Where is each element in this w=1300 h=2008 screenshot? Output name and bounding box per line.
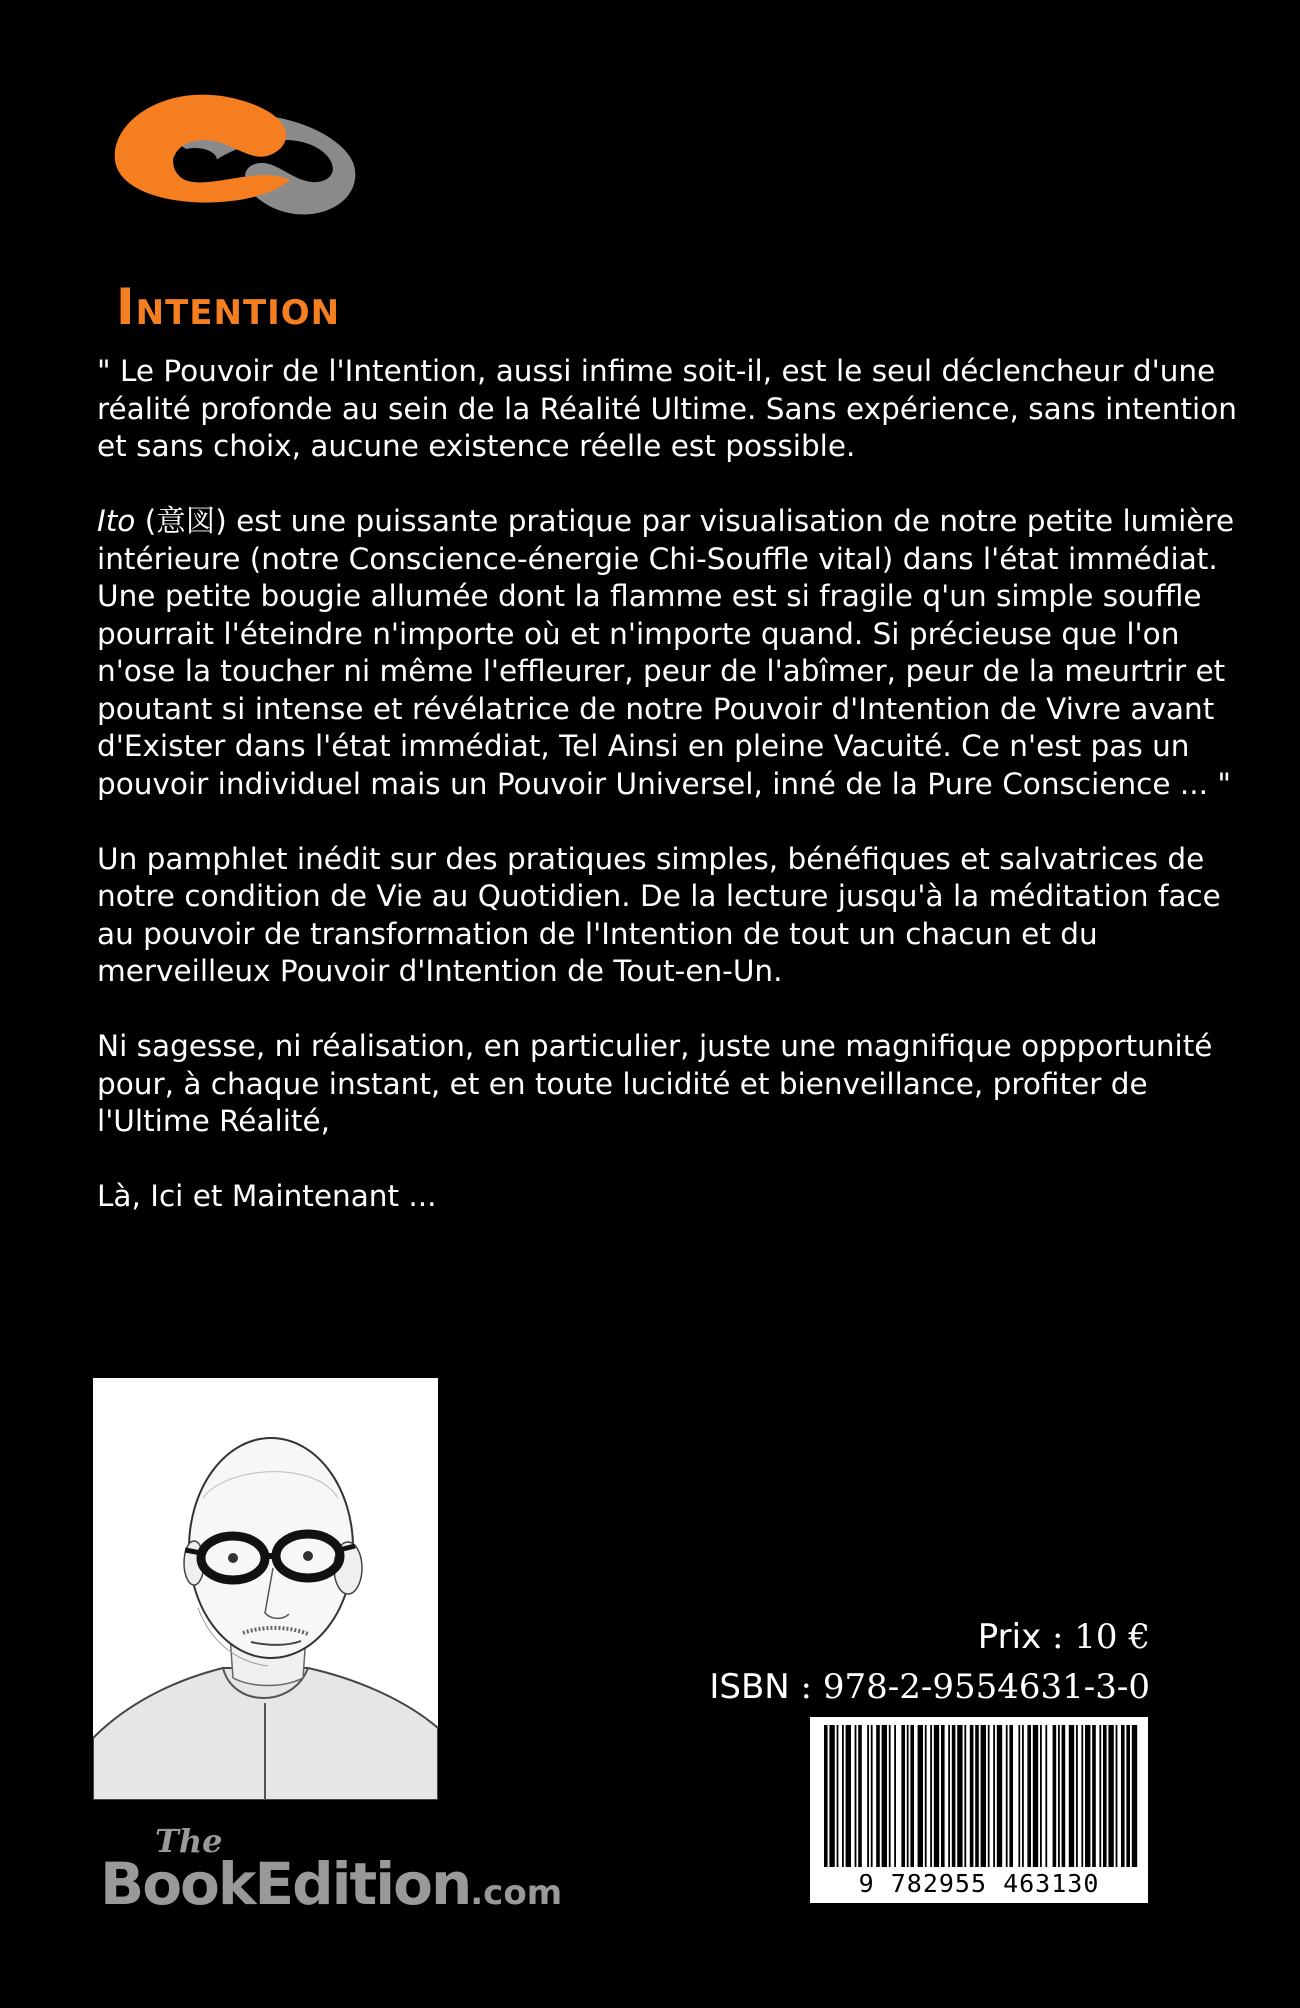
barcode-bar xyxy=(975,1725,979,1867)
publisher-tld: .com xyxy=(470,1873,563,1913)
publisher-the: The xyxy=(155,1822,223,1860)
barcode-bar xyxy=(1099,1725,1101,1867)
barcode-bar xyxy=(846,1725,851,1867)
barcode-bar xyxy=(1018,1725,1020,1867)
barcode-bar xyxy=(970,1725,974,1867)
back-cover-text xyxy=(97,353,1257,1253)
barcode-bar xyxy=(858,1725,862,1867)
barcode-bar xyxy=(988,1725,990,1867)
barcode-bar xyxy=(1040,1725,1042,1867)
barcode-bar xyxy=(1085,1725,1090,1867)
paragraph-pamphlet: Un pamphlet inédit sur des pratiques simples, bénéfiques et salvatrices de notre condition de Vie au Quotidien. De la lecture jusqu'à la méditation face au pouvoir de transformation de l'Intention de tout un chacun et du merveilleux Pouvoir d'Intention de Tout-en-Un. xyxy=(97,841,1221,988)
ito-term: Ito xyxy=(97,504,136,538)
barcode-bar xyxy=(910,1725,914,1867)
barcode-bar xyxy=(824,1725,828,1867)
title-rest: NTENTION xyxy=(135,293,341,333)
infinity-loop-logo xyxy=(110,85,360,235)
portrait-drawing xyxy=(93,1378,438,1800)
barcode-bar xyxy=(1033,1725,1038,1867)
barcode-bar xyxy=(1027,1725,1031,1867)
publisher-logo xyxy=(100,1822,570,1922)
paragraph-ito xyxy=(97,503,1257,803)
price-isbn-block xyxy=(709,1612,1150,1712)
ito-description: (意図) est une puissante pratique par visualisation de notre petite lumière intérieure (notre Conscience-énergie Chi-Souffle vital) dans l'état immédiat. Une petite bougie allumée dont la flamme est si fragile q'un simple souffle pourrait l'éteindre n'importe où et n'importe quand. Si précieuse que l'on n'ose la toucher ni même l'effleurer, peur de l'abîmer, peur de la meurtrir et poutant si intense et révélatrice de notre Pouvoir d'Intention de Vivre avant d'Exister dans l'état immédiat, Tel Ainsi en pleine Vacuité. Ce n'est pas un pouvoir individuel mais un Pouvoir Universel, inné de la Pure Conscience ... " xyxy=(97,504,1235,801)
barcode-bar xyxy=(842,1725,844,1867)
publisher-name-main: BookEditi xyxy=(100,1850,394,1918)
barcode-bar xyxy=(957,1725,962,1867)
barcode-bar xyxy=(1053,1725,1057,1867)
barcode-bar xyxy=(1006,1725,1008,1867)
barcode-bar xyxy=(894,1725,896,1867)
barcode-bar xyxy=(941,1725,945,1867)
isbn-label: ISBN xyxy=(709,1667,790,1707)
paragraph-quote: " Le Pouvoir de l'Intention, aussi infime soit-il, est le seul déclencheur d'une réalité profonde au sein de la Réalité Ultime. Sans expérience, sans intention et sans choix, aucune existence réelle est possible. xyxy=(97,354,1237,463)
author-portrait-sketch xyxy=(93,1378,438,1800)
price-value: : 10 € xyxy=(1041,1617,1150,1657)
barcode-bar xyxy=(934,1725,939,1867)
barcode-bar xyxy=(907,1725,909,1867)
barcode-bar xyxy=(829,1725,834,1867)
barcode-bar xyxy=(1076,1725,1078,1867)
barcode-bar xyxy=(837,1725,839,1867)
publisher-name xyxy=(100,1850,562,1918)
price-line xyxy=(709,1612,1150,1662)
barcode xyxy=(810,1717,1148,1903)
barcode-bar xyxy=(925,1725,927,1867)
price-label: Prix xyxy=(977,1617,1042,1657)
barcode-bar xyxy=(997,1725,1002,1867)
barcode-bar xyxy=(1108,1725,1113,1867)
barcode-bar xyxy=(1121,1725,1125,1867)
barcode-bar xyxy=(867,1725,869,1867)
barcode-bar xyxy=(855,1725,857,1867)
barcode-bar xyxy=(1132,1725,1137,1867)
barcode-bar xyxy=(964,1725,966,1867)
book-title xyxy=(116,278,340,336)
paragraph-closing: Là, Ici et Maintenant ... xyxy=(97,1179,437,1213)
barcode-bar xyxy=(889,1725,891,1867)
barcode-digits: 9 782955 463130 xyxy=(810,1869,1148,1898)
barcode-bar xyxy=(1058,1725,1060,1867)
barcode-bar xyxy=(1126,1725,1130,1867)
barcode-bar xyxy=(871,1725,873,1867)
isbn-value: : 978-2-9554631-3-0 xyxy=(789,1667,1150,1707)
barcode-bar xyxy=(981,1725,986,1867)
barcode-bar xyxy=(1062,1725,1066,1867)
barcode-bar xyxy=(930,1725,932,1867)
barcode-bar xyxy=(1045,1725,1047,1867)
barcode-bar xyxy=(1116,1725,1118,1867)
barcode-bar xyxy=(918,1725,923,1867)
publisher-name-o: o xyxy=(393,1850,431,1918)
barcode-bar xyxy=(1092,1725,1096,1867)
barcode-bar xyxy=(901,1725,905,1867)
barcode-bar xyxy=(1069,1725,1074,1867)
barcode-bar xyxy=(876,1725,880,1867)
title-initial: I xyxy=(116,278,136,336)
publisher-name-end: n xyxy=(430,1850,471,1918)
barcode-bar xyxy=(993,1725,995,1867)
barcode-bar xyxy=(1081,1725,1083,1867)
barcode-bar xyxy=(1022,1725,1024,1867)
paragraph-wisdom: Ni sagesse, ni réalisation, en particulier, juste une magnifique oppportunité pour, à chaque instant, et en toute lucidité et bienveillance, profiter de l'Ultime Réalité, xyxy=(97,1029,1213,1138)
barcode-bar xyxy=(1009,1725,1013,1867)
isbn-line xyxy=(709,1662,1150,1712)
barcode-bar xyxy=(1103,1725,1107,1867)
barcode-bar xyxy=(882,1725,887,1867)
barcode-bar xyxy=(948,1725,950,1867)
barcode-bar xyxy=(952,1725,956,1867)
